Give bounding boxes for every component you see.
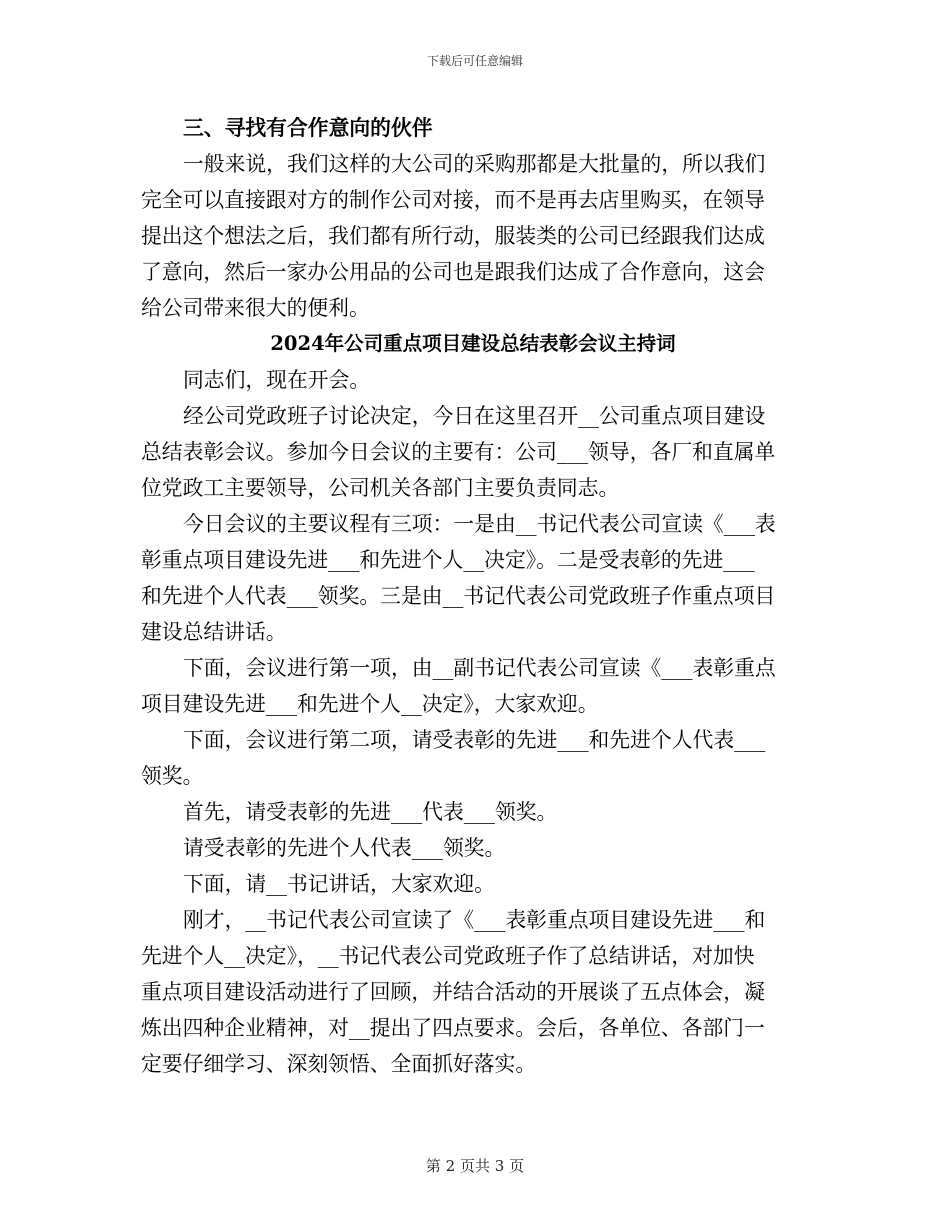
paragraph-line: 完全可以直接跟对方的制作公司对接，而不是再去店里购买，在领导 bbox=[141, 188, 765, 212]
paragraph-line: 同志们，现在开会。 bbox=[183, 368, 371, 392]
paragraph-line: 请受表彰的先进个人代表___领奖。 bbox=[183, 836, 506, 860]
document-body bbox=[141, 110, 805, 1082]
paragraph-line: 彰重点项目建设先进___和先进个人__决定》。二是受表彰的先进___ bbox=[141, 548, 755, 572]
section-heading: 三、寻找有合作意向的伙伴 bbox=[183, 115, 433, 140]
paragraph-line: 了意向，然后一家办公用品的公司也是跟我们达成了合作意向，这会 bbox=[141, 260, 765, 284]
paragraph-line: 先进个人__决定》，__书记代表公司党政班子作了总结讲话，对加快 bbox=[141, 944, 755, 968]
paragraph-line: 领奖。 bbox=[141, 764, 204, 788]
paragraph-line: 建设总结讲话。 bbox=[141, 620, 287, 644]
paragraph-line: 给公司带来很大的便利。 bbox=[141, 296, 370, 320]
paragraph-line: 经公司党政班子讨论决定，今日在这里召开__公司重点项目建设 bbox=[183, 404, 766, 428]
paragraph-line: 首先，请受表彰的先进___代表___领奖。 bbox=[183, 800, 558, 824]
paragraph-line: 下面，会议进行第二项，请受表彰的先进___和先进个人代表___ bbox=[183, 728, 766, 752]
paragraph-line: 一般来说，我们这样的大公司的采购那都是大批量的，所以我们 bbox=[183, 152, 766, 176]
paragraph-line: 位党政工主要领导，公司机关各部门主要负责同志。 bbox=[141, 476, 620, 500]
paragraph-line: 定要仔细学习、深刻领悟、全面抓好落实。 bbox=[141, 1052, 537, 1076]
page-header: 下载后可任意编辑 bbox=[426, 54, 523, 68]
paragraph-line: 下面，会议进行第一项，由__副书记代表公司宣读《___表彰重点 bbox=[183, 656, 776, 680]
paragraph-line: 刚才，__书记代表公司宣读了《___表彰重点项目建设先进___和 bbox=[183, 908, 766, 932]
page-footer: 第 2 页共 3 页 bbox=[425, 1157, 525, 1175]
paragraph-line: 今日会议的主要议程有三项：一是由__书记代表公司宣读《___表 bbox=[183, 512, 776, 536]
document-title: 2024年公司重点项目建设总结表彰会议主持词 bbox=[270, 332, 676, 355]
paragraph-line: 和先进个人代表___领奖。三是由__书记代表公司党政班子作重点项目 bbox=[141, 584, 776, 608]
paragraph-line: 下面，请__书记讲话，大家欢迎。 bbox=[183, 872, 495, 896]
paragraph-line: 总结表彰会议。参加今日会议的主要有：公司___领导，各厂和直属单 bbox=[141, 440, 776, 464]
paragraph-line: 炼出四种企业精神，对__提出了四点要求。会后，各单位、各部门一 bbox=[141, 1016, 765, 1040]
paragraph-line: 提出这个想法之后，我们都有所行动，服装类的公司已经跟我们达成 bbox=[141, 224, 765, 248]
paragraph-line: 项目建设先进___和先进个人__决定》，大家欢迎。 bbox=[141, 692, 599, 716]
paragraph-line: 重点项目建设活动进行了回顾，并结合活动的开展谈了五点体会，凝 bbox=[141, 980, 765, 1004]
